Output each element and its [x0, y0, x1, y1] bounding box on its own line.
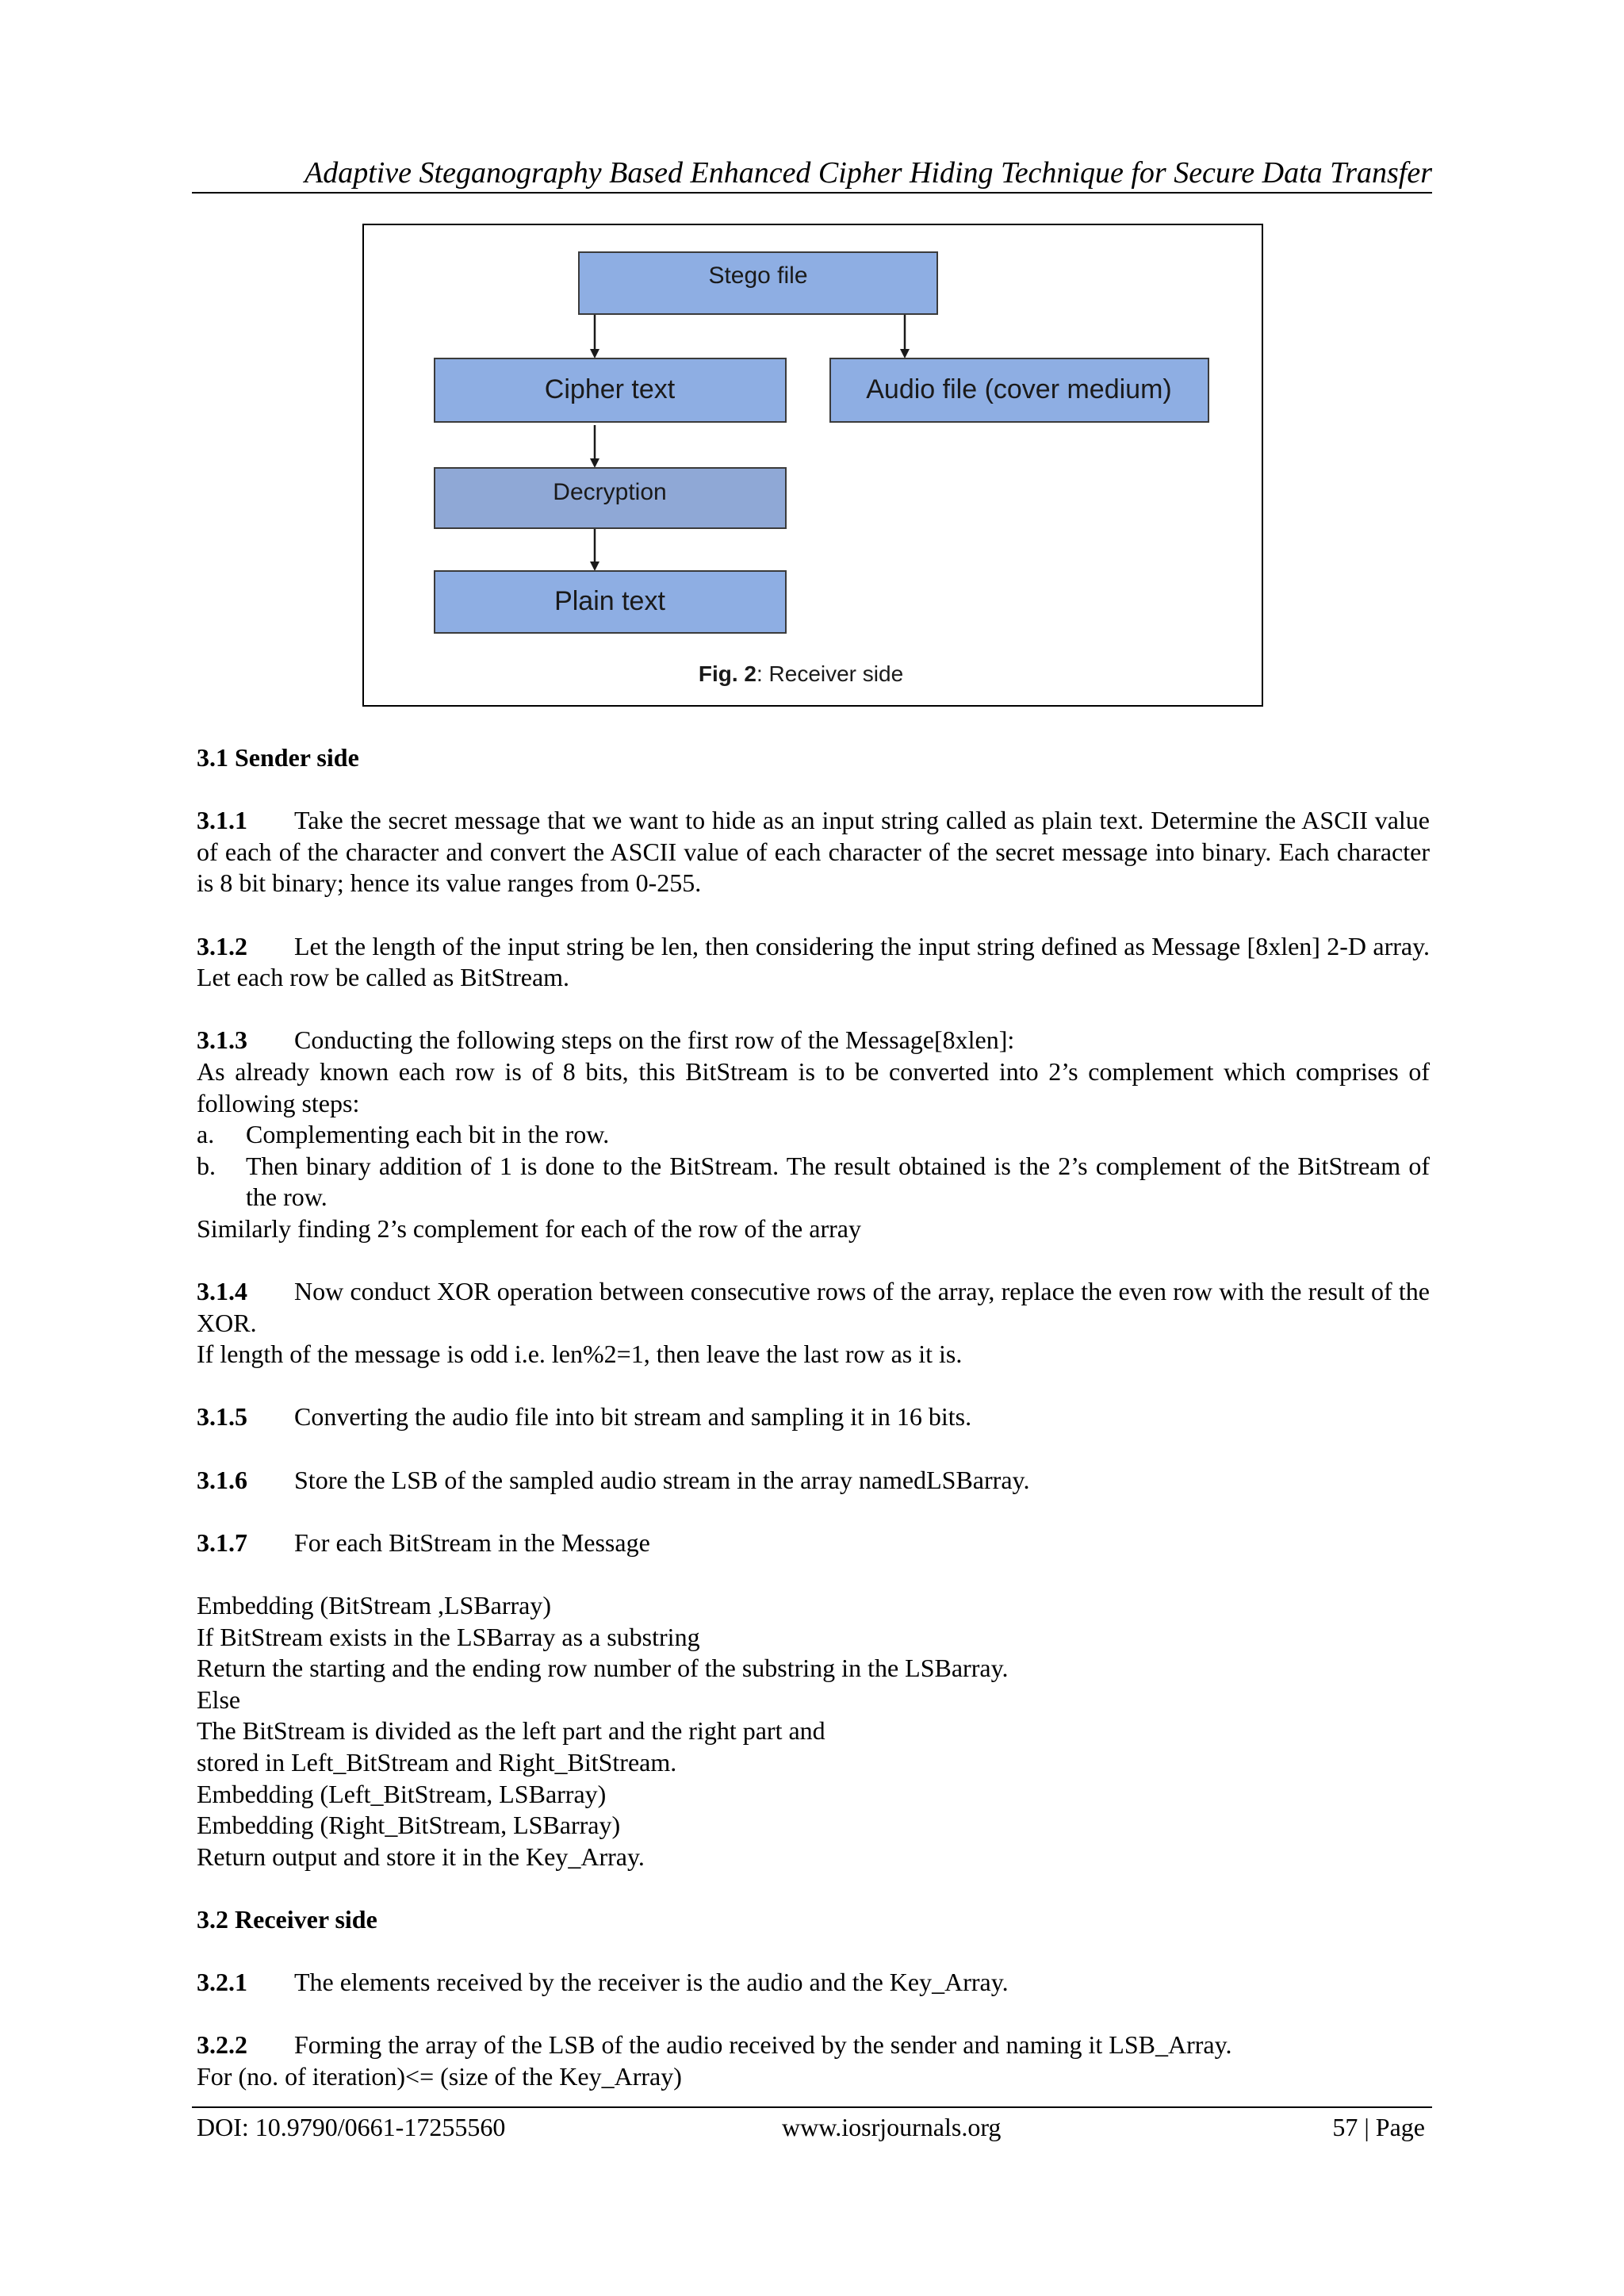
list-text: Complementing each bit in the row.	[246, 1120, 610, 1149]
para-text: Store the LSB of the sampled audio stream in the array namedLSBarray.	[294, 1465, 1030, 1494]
para-number: 3.1.1	[197, 806, 247, 835]
para-3-1-4	[197, 1276, 1430, 1339]
footer-doi: DOI: 10.9790/0661-17255560	[197, 2113, 506, 2141]
body-text	[197, 742, 1430, 2093]
para-text: Take the secret message that we want to hide as an input string called as plain text. Determine the ASCII value of each of the character and convert the ASCII value of each character of the secret message into binary. Each character is 8 bit binary; hence its value ranges from 0-255.	[197, 806, 1430, 898]
algorithm-line: The BitStream is divided as the left part and the right part and	[197, 1716, 825, 1746]
para-3-1-1	[197, 805, 1430, 899]
decryption-label: Decryption	[553, 479, 667, 505]
para-3-1-2	[197, 931, 1430, 994]
para-text: Now conduct XOR operation between consecutive rows of the array, replace the even row with the result of the XOR.	[197, 1277, 1430, 1337]
header-rule	[192, 192, 1432, 194]
algorithm-line: stored in Left_BitStream and Right_BitStream.	[197, 1748, 677, 1777]
para-text: Let the length of the input string be len, then considering the input string defined as Message [8xlen] 2-D array. Let each row be called as BitStream.	[197, 931, 1430, 992]
stego-file-label: Stego file	[708, 263, 808, 289]
section-heading-3-1: 3.1 Sender side	[197, 743, 359, 772]
para-number: 3.1.6	[197, 1465, 247, 1494]
algorithm-line: Else	[197, 1685, 241, 1714]
para-3-1-3-after: Similarly finding 2’s complement for each of the row of the array	[197, 1213, 861, 1243]
para-number: 3.1.3	[197, 1025, 247, 1055]
list-marker: b.	[197, 1151, 216, 1180]
figure-caption-label: Fig. 2	[698, 661, 756, 686]
para-number: 3.2.2	[197, 2030, 247, 2060]
para-number: 3.1.4	[197, 1277, 247, 1306]
para-text: For each BitStream in the Message	[294, 1527, 650, 1557]
figure-receiver-side	[362, 224, 1263, 707]
footer-website: www.iosrjournals.org	[782, 2113, 1002, 2141]
para-3-1-3	[197, 1025, 1430, 1056]
para-text: The elements received by the receiver is the audio and the Key_Array.	[294, 1968, 1009, 1997]
flowchart-diagram	[364, 225, 1265, 708]
footer-rule	[192, 2106, 1432, 2108]
para-3-1-5	[197, 1401, 1430, 1433]
para-text: Conducting the following steps on the first row of the Message[8xlen]:	[294, 1025, 1015, 1055]
para-3-1-6	[197, 1465, 1430, 1497]
algorithm-line: Embedding (BitStream ,LSBarray)	[197, 1591, 552, 1620]
para-3-2-1	[197, 1967, 1430, 1999]
figure-caption	[699, 661, 903, 686]
para-number: 3.2.1	[197, 1968, 247, 1997]
list-marker: a.	[197, 1120, 215, 1149]
para-text: Forming the array of the LSB of the audio received by the sender and naming it LSB_Array.	[294, 2030, 1232, 2060]
para-3-1-3-line2: As already known each row is of 8 bits, this BitStream is to be converted into 2’s complement which comprises of following steps:	[197, 1056, 1430, 1117]
section-heading-3-2: 3.2 Receiver side	[197, 1904, 377, 1934]
para-number: 3.1.5	[197, 1402, 247, 1432]
para-number: 3.1.2	[197, 931, 247, 960]
running-header: Adaptive Steganography Based Enhanced Cipher Hiding Technique for Secure Data Transfer	[304, 156, 1432, 190]
algorithm-line: Return output and store it in the Key_Array.	[197, 1842, 645, 1871]
figure-caption-text: : Receiver side	[756, 661, 904, 686]
plain-text-label: Plain text	[554, 586, 665, 616]
algorithm-line: Embedding (Right_BitStream, LSBarray)	[197, 1811, 621, 1840]
list-text: Then binary addition of 1 is done to the BitStream. The result obtained is the 2’s complement of the BitStream of the row.	[246, 1151, 1430, 1212]
audio-file-label: Audio file (cover medium)	[866, 374, 1172, 404]
footer-page-number: 57 | Page	[1332, 2113, 1425, 2141]
para-3-1-4-line2: If length of the message is odd i.e. len%2=1, then leave the last row as it is.	[197, 1340, 963, 1369]
list-item-a	[197, 1119, 1430, 1151]
algorithm-line: If BitStream exists in the LSBarray as a substring	[197, 1622, 700, 1651]
list-item-b	[197, 1151, 1430, 1213]
algorithm-line: Embedding (Left_BitStream, LSBarray)	[197, 1779, 607, 1808]
para-3-2-2-line2: For (no. of iteration)<= (size of the Key_Array)	[197, 2061, 682, 2091]
para-text: Converting the audio file into bit stream and sampling it in 16 bits.	[294, 1402, 972, 1432]
para-3-1-7	[197, 1527, 1430, 1559]
algorithm-line: Return the starting and the ending row number of the substring in the LSBarray.	[197, 1654, 1009, 1683]
cipher-text-label: Cipher text	[544, 374, 676, 404]
para-3-2-2	[197, 2030, 1430, 2061]
para-number: 3.1.7	[197, 1527, 247, 1557]
